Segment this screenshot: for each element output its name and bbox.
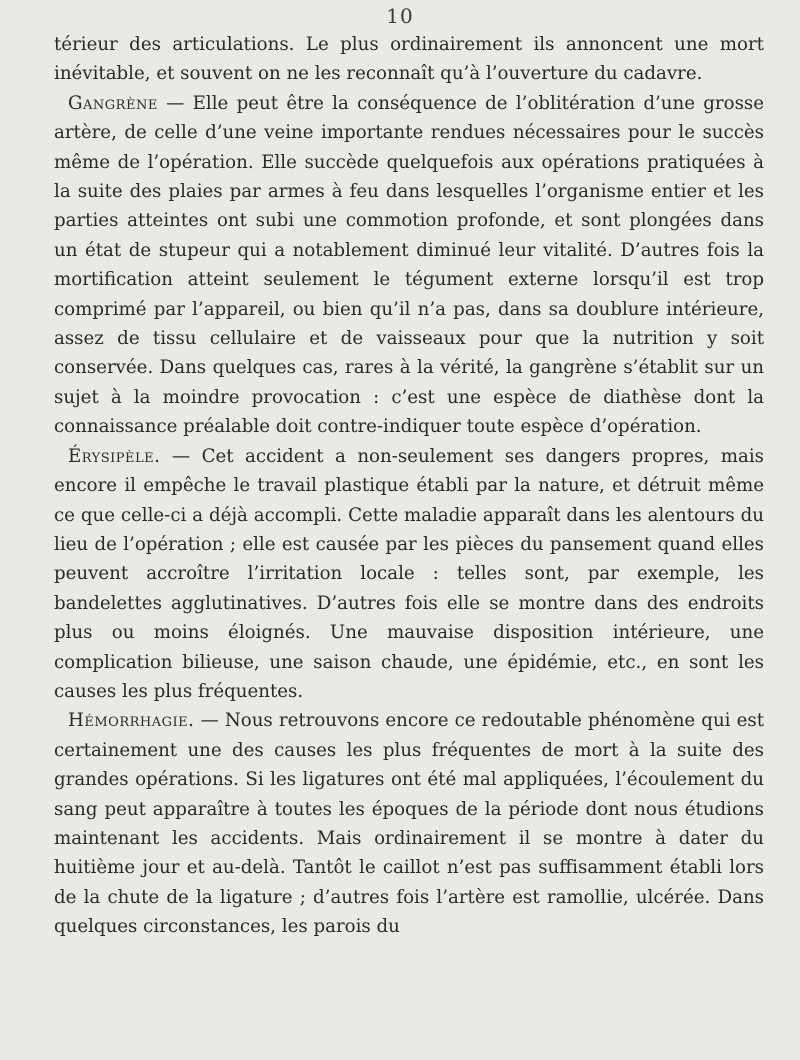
- paragraph-gangrene: [54, 89, 764, 442]
- section-heading-erysipele: Érysipèle.: [68, 445, 161, 467]
- paragraph-text: térieur des articulations. Le plus ordinairement ils annoncent une mort inévitable, et souvent on ne les reconnaît qu’à l’ouverture du cadavre.: [54, 34, 764, 85]
- page-number: 10: [386, 4, 414, 28]
- paragraph-text: — Elle peut être la conséquence de l’oblitération d’une grosse artère, de celle d’une veine importante rendues nécessaires pour le succès même de l’opération. Elle succède quelquefois aux opérations pratiquées à la suite des plaies par armes à feu dans lesquelles l’organisme entier et les parties atteintes ont subi une commotion profonde, et sont plongées dans un état de stupeur qui a notablement diminué leur vitalité. D’autres fois la mortification atteint seulement le tégument externe lorsqu’il est trop comprimé par l’appareil, ou bien qu’il n’a pas, dans sa doublure intérieure, assez de tissu cellulaire et de vaisseaux pour que la nutrition y soit conservée. Dans quelques cas, rares à la vérité, la gangrène s’établit sur un sujet à la moindre provocation : c’est une espèce de diathèse dont la connaissance préalable doit contre-indiquer toute espèce d’opération.: [54, 92, 764, 438]
- paragraph-text: — Nous retrouvons encore ce redoutable phénomène qui est certainement une des causes les plus fréquentes de mort à la suite des grandes opérations. Si les ligatures ont été mal appliquées, l’écoulement du sang peut apparaître à toutes les époques de la période dont nous étudions maintenant les accidents. Mais ordinairement il se montre à dater du huitième jour et au-delà. Tantôt le caillot n’est pas suffisamment établi lors de la chute de la ligature ; d’autres fois l’artère est ramollie, ulcérée. Dans quelques circonstances, les parois du: [54, 710, 764, 938]
- section-heading-gangrene: Gangrène: [68, 92, 158, 114]
- paragraph-text: — Cet accident a non-seulement ses dangers propres, mais encore il empêche le travail plastique établi par la nature, et détruit même ce que celle-ci a déjà accompli. Cette maladie apparaît dans les alentours du lieu de l’opération ; elle est causée par les pièces du pansement quand elles peuvent accroître l’irritation locale : telles sont, par exemple, les bandelettes agglutinatives. D’autres fois elle se montre dans des endroits plus ou moins éloignés. Une mauvaise disposition intérieure, une complication bilieuse, une saison chaude, une épidémie, etc., en sont les causes les plus fréquentes.: [54, 445, 764, 702]
- section-heading-hemorrhagie: Hémorrhagie.: [68, 710, 195, 732]
- body-text: [54, 30, 764, 942]
- paragraph-continuation: [54, 30, 764, 89]
- paragraph-erysipele: [54, 442, 764, 707]
- paragraph-hemorrhagie: [54, 706, 764, 941]
